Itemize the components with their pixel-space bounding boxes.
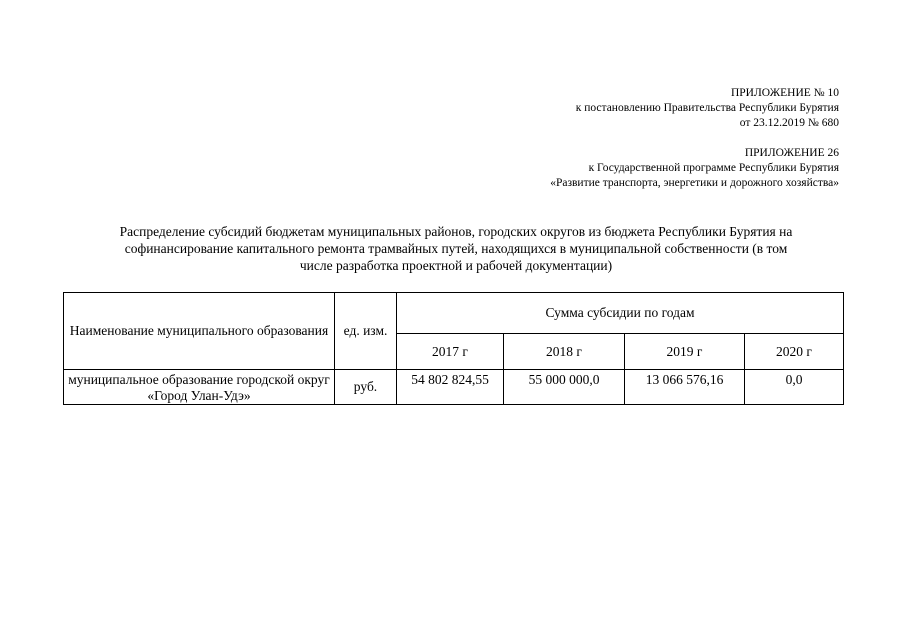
header-year-2018: 2018 г [504, 334, 625, 370]
document-title [70, 223, 842, 274]
cell-value-2019: 13 066 576,16 [625, 370, 745, 405]
appendix-26-program-name: «Развитие транспорта, энергетики и дорожного хозяйства» [550, 177, 839, 189]
appendix-26-program: к Государственной программе Республики Бурятия [588, 162, 839, 174]
appendix-10-block [576, 86, 839, 131]
header-year-2017: 2017 г [397, 334, 504, 370]
table-header-row [64, 293, 844, 334]
cell-value-2020: 0,0 [745, 370, 844, 405]
header-unit: ед. изм. [335, 293, 397, 370]
cell-value-2017: 54 802 824,55 [397, 370, 504, 405]
appendix-26-heading: ПРИЛОЖЕНИЕ 26 [744, 147, 839, 159]
header-subsidy-sum: Сумма субсидии по годам [397, 293, 844, 334]
title-line-3: числе разработка проектной и рабочей документации) [299, 258, 613, 273]
title-line-2: софинансирование капитального ремонта трамвайных путей, находящихся в муниципальной собственности (в том [124, 241, 788, 256]
header-year-2019: 2019 г [625, 334, 745, 370]
cell-unit: руб. [335, 370, 397, 405]
header-municipality: Наименование муниципального образования [64, 293, 335, 370]
appendix-10-resolution: к постановлению Правительства Республики Бурятия [575, 102, 839, 114]
cell-municipality-name: муниципальное образование городской округ «Город Улан-Удэ» [64, 370, 335, 405]
appendix-10-date: от 23.12.2019 № 680 [739, 117, 839, 129]
subsidy-table [63, 292, 844, 405]
appendix-10-heading: ПРИЛОЖЕНИЕ № 10 [730, 87, 839, 99]
cell-value-2018: 55 000 000,0 [504, 370, 625, 405]
table-row [64, 370, 844, 405]
header-year-2020: 2020 г [745, 334, 844, 370]
appendix-26-block [550, 146, 839, 191]
title-line-1: Распределение субсидий бюджетам муниципальных районов, городских округов из бюджета Республики Бурятия на [119, 224, 793, 239]
